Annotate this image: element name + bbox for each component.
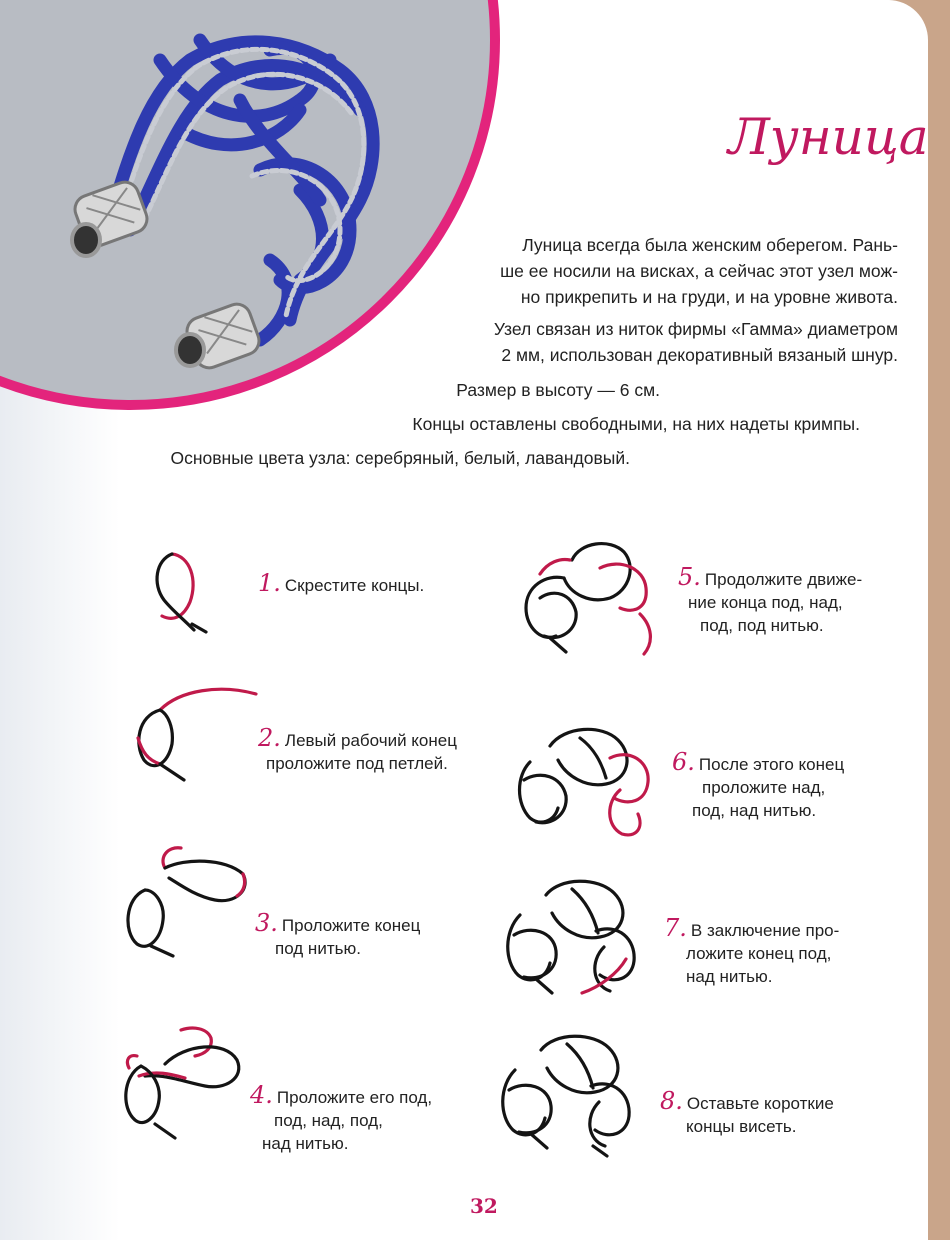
intro-paragraph-1 xyxy=(440,232,898,310)
step-text: под, над нитью. xyxy=(692,801,817,820)
step-number: 2. xyxy=(258,724,281,752)
intro-line: 2 мм, использован декоративный вязаный шнур. xyxy=(501,345,898,365)
step-number: 1. xyxy=(258,569,281,597)
step-text: В заключение про- xyxy=(690,921,840,940)
step-text: После этого конец xyxy=(698,755,845,774)
step-number: 8. xyxy=(660,1087,683,1115)
step-4 xyxy=(250,1081,433,1155)
step-text: проложите над, xyxy=(702,778,826,797)
intro-line: Узел связан из ниток фирмы «Гамма» диаметром xyxy=(493,319,898,339)
step-text: Продолжите движе- xyxy=(704,570,863,589)
step-number: 7. xyxy=(664,914,687,942)
intro-line: Луница всегда была женским оберегом. Рань- xyxy=(522,235,898,255)
page-title: Луница xyxy=(728,108,929,166)
step-1 xyxy=(258,569,425,597)
step-8-diagram xyxy=(495,1030,645,1160)
step-number: 3. xyxy=(255,909,278,937)
step-2-diagram xyxy=(130,680,260,790)
step-3 xyxy=(255,909,421,960)
step-number: 5. xyxy=(678,563,701,591)
step-3-diagram xyxy=(115,840,255,960)
intro-size: Размер в высоту — 6 см. xyxy=(456,380,660,400)
step-text: над нитью. xyxy=(686,967,773,986)
step-7 xyxy=(664,914,840,988)
intro-line: но прикрепить и на груди, и на уровне живота. xyxy=(520,287,898,307)
step-text: Скрестите концы. xyxy=(284,576,425,595)
step-8 xyxy=(660,1087,834,1138)
page-number: 32 xyxy=(470,1194,498,1218)
step-text: концы висеть. xyxy=(686,1117,797,1136)
step-text: Левый рабочий конец xyxy=(284,731,457,750)
intro-ends: Концы оставлены свободными, на них надеты кримпы. xyxy=(412,414,860,434)
step-text: под, над, под, xyxy=(274,1111,383,1130)
step-text: Оставьте короткие xyxy=(686,1094,834,1113)
intro-colors: Основные цвета узла: серебряный, белый, лавандовый. xyxy=(170,448,630,468)
step-6 xyxy=(672,748,845,822)
intro-paragraph-2 xyxy=(420,316,898,368)
step-text: Проложите его под, xyxy=(276,1088,433,1107)
step-text: Проложите конец xyxy=(281,916,421,935)
crimp-right xyxy=(176,300,263,371)
step-text: под, под нитью. xyxy=(700,616,824,635)
crimp-left xyxy=(71,178,151,256)
step-4-diagram xyxy=(115,1020,255,1150)
step-1-diagram xyxy=(150,550,220,640)
step-6-diagram xyxy=(510,718,670,838)
step-5-diagram xyxy=(520,538,670,668)
step-text: проложите под петлей. xyxy=(266,754,448,773)
step-number: 6. xyxy=(672,748,695,776)
step-text: над нитью. xyxy=(262,1134,349,1153)
step-2 xyxy=(258,724,457,775)
step-text: ние конца под, над, xyxy=(688,593,843,612)
step-text: ложите конец под, xyxy=(686,944,832,963)
step-7-diagram xyxy=(500,875,650,1005)
step-text: под нитью. xyxy=(275,939,361,958)
step-5 xyxy=(678,563,863,637)
step-number: 4. xyxy=(250,1081,273,1109)
intro-line: ше ее носили на висках, а сейчас этот узел мож- xyxy=(500,261,898,281)
